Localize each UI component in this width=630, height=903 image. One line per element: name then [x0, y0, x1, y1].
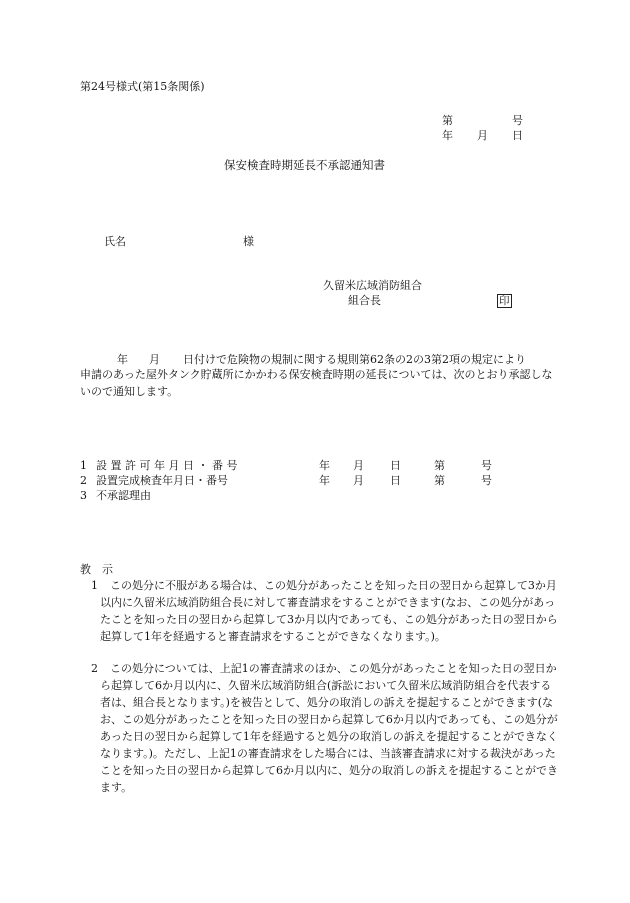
issuer-organization: 久留米広域消防組合 — [323, 279, 422, 292]
item-2-dai: 第 — [434, 474, 445, 487]
item-3-label: 不承認理由 — [96, 489, 151, 502]
item-1-label: 設 置 許 可 年 月 日 ・ 番 号 — [96, 459, 238, 472]
item-2 — [80, 475, 580, 489]
item-1-day: 日 — [390, 459, 401, 472]
intro-date-year: 年 — [117, 353, 128, 366]
notice-item-1-number: 1 — [91, 579, 98, 592]
notice-item-2-text: この処分については、上記1の審査請求のほか、この処分があったことを知った日の翌日から起算して6か月以内に、久留米広域消防組合(訴訟において久留米広域消防組合を代表する者は、組合長となります。)を被告として、処分の取消しの訴えを提起することができます(なお、この処分があったことを知った日の翌日から起算して6か月以内であっても、この処分があった日の翌日から起算して1年を経過すると処分の取消しの訴えを提起することができなくなります。)。ただし、上記1の審査請求をした場合には、当該審査請求に対する裁決があったことを知った日の翌日から起算して6か月以内に、処分の取消しの訴えを提起することができます。 — [100, 662, 558, 794]
doc-date-year: 年 — [442, 129, 453, 142]
form-label: 第24号様式(第15条関係) — [80, 80, 205, 93]
item-2-go: 号 — [481, 474, 492, 487]
item-1-number: 1 — [80, 459, 87, 472]
item-1-go: 号 — [481, 459, 492, 472]
doc-date-month: 月 — [477, 129, 488, 142]
item-2-number: 2 — [80, 474, 87, 487]
intro-text-line1: 日付けで危険物の規制に関する規則第62条の2の3第2項の規定により — [183, 353, 526, 366]
item-1-dai: 第 — [434, 459, 445, 472]
item-3 — [80, 490, 580, 504]
intro-date-month: 月 — [149, 353, 160, 366]
seal-mark-text: 印 — [499, 295, 510, 307]
item-2-year: 年 — [319, 474, 330, 487]
doc-number-dai: 第 — [442, 114, 453, 127]
notice-item-2-number: 2 — [91, 662, 98, 675]
item-1-year: 年 — [319, 459, 330, 472]
issuer-position: 組合長 — [348, 294, 381, 307]
doc-number-go: 号 — [512, 114, 523, 127]
item-1 — [80, 460, 580, 474]
item-2-label: 設置完成検査年月日・番号 — [96, 474, 228, 487]
seal-mark — [497, 294, 512, 308]
notice-item-1-text: この処分に不服がある場合は、この処分があったことを知った日の翌日から起算して3か月以内に久留米広域消防組合長に対して審査請求をすることができます(なお、この処分があったことを知った日の翌日から起算して3か月以内であっても、この処分があった日の翌日から起算して1年を経過すると審査請求をすることができなくなります。)。 — [100, 579, 558, 643]
recipient-name-label: 氏名 — [104, 235, 126, 248]
notice-heading: 教 示 — [80, 563, 113, 576]
item-2-month: 月 — [353, 474, 364, 487]
recipient-honorific: 様 — [243, 235, 254, 248]
intro-text-rest: 申請のあった屋外タンク貯蔵所にかかわる保安検査時期の延長については、次のとおり承認しないので通知します。 — [80, 368, 553, 398]
item-2-day: 日 — [390, 474, 401, 487]
doc-date-day: 日 — [512, 129, 523, 142]
item-3-number: 3 — [80, 489, 87, 502]
item-1-month: 月 — [353, 459, 364, 472]
document-title: 保安検査時期延長不承認通知書 — [224, 158, 385, 172]
